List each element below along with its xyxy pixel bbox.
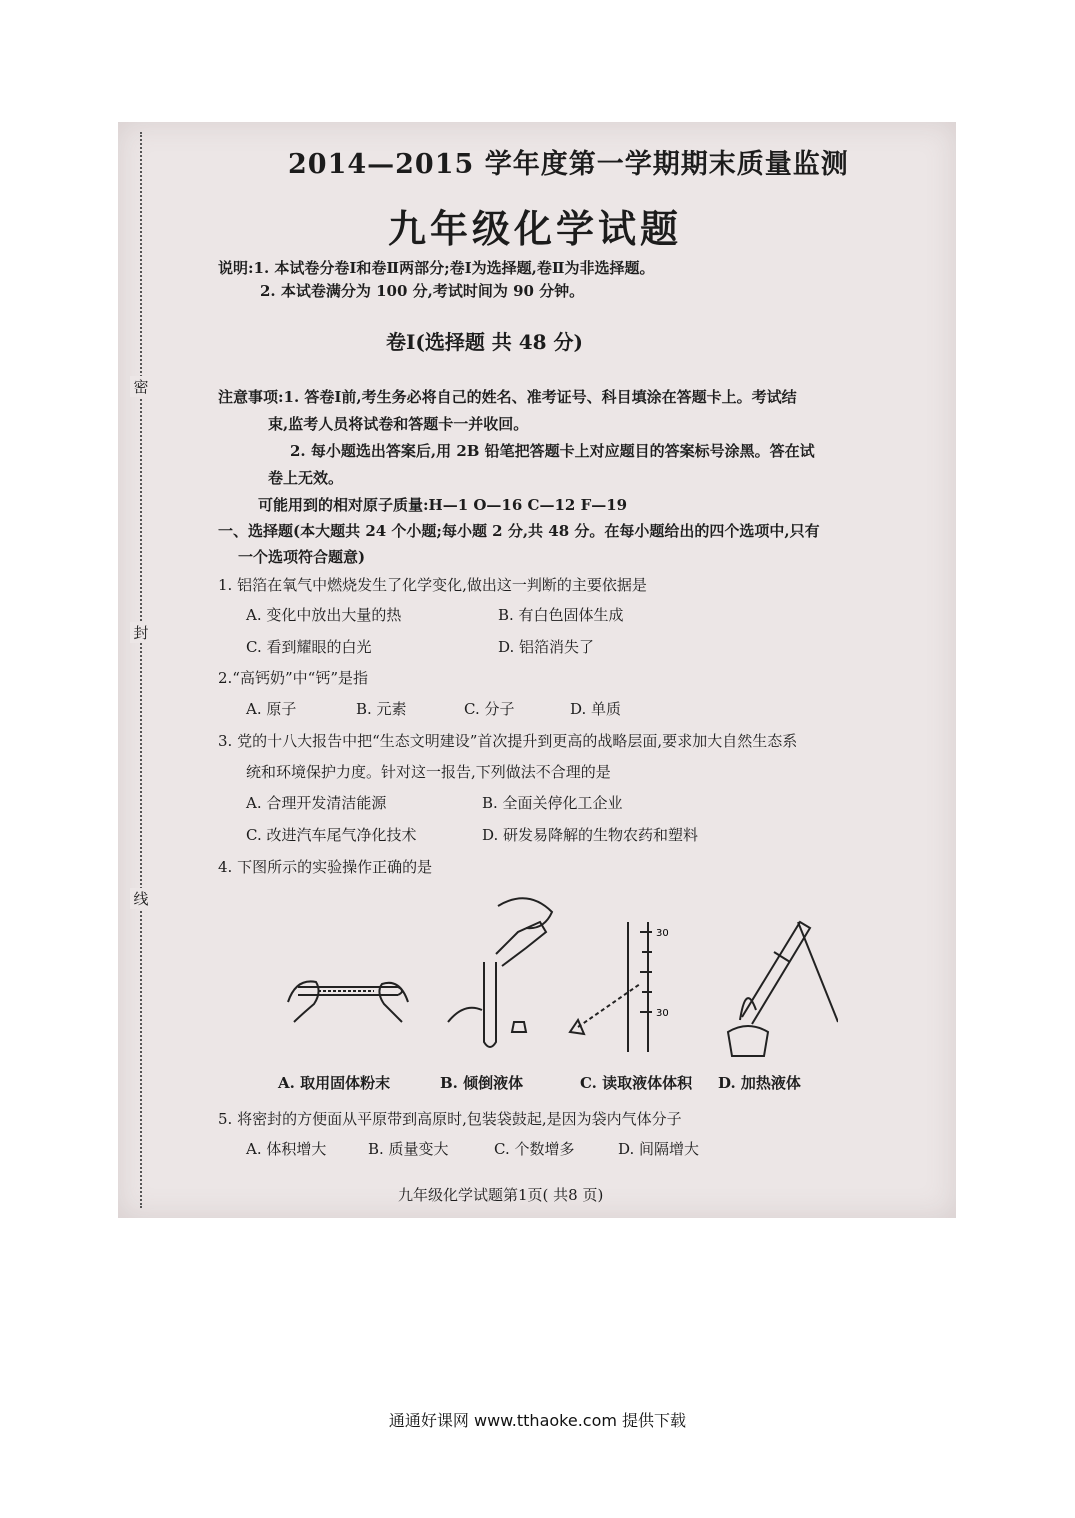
q3-option-a: A. 合理开发清洁能源: [246, 794, 387, 812]
q2-option-c: C. 分子: [464, 700, 515, 718]
notes-line-3: 2. 每小题选出答案后,用 2B 铅笔把答题卡上对应题目的答案标号涂黑。答在试: [290, 442, 815, 460]
q3-option-d: D. 研发易降解的生物农药和塑料: [482, 826, 699, 844]
instructions-line-1: 说明:1. 本试卷分卷Ⅰ和卷Ⅱ两部分;卷Ⅰ为选择题,卷Ⅱ为非选择题。: [218, 259, 655, 277]
q2-stem: 2.“高钙奶”中“钙”是指: [218, 669, 368, 687]
q4-option-b: B. 倾倒液体: [440, 1074, 524, 1092]
exam-subtitle: 九年级化学试题: [388, 206, 683, 251]
source-download-note: 通通好课网 www.tthaoke.com 提供下载: [388, 1411, 687, 1430]
q2-option-a: A. 原子: [246, 700, 297, 718]
notes-line-4: 卷上无效。: [268, 469, 344, 487]
q4-option-d: D. 加热液体: [718, 1074, 801, 1092]
figure-c-reading-cylinder: [570, 922, 669, 1052]
q1-option-b: B. 有白色固体生成: [498, 606, 624, 624]
seal-char-feng: 封: [130, 622, 152, 643]
q5-option-a: A. 体积增大: [246, 1140, 327, 1158]
section-title: 卷Ⅰ(选择题 共 48 分): [386, 330, 584, 354]
q5-option-d: D. 间隔增大: [618, 1140, 700, 1158]
q3-stem-line-1: 3. 党的十八大报告中把“生态文明建设”首次提升到更高的战略层面,要求加大自然生态系: [218, 732, 798, 750]
instructions-line-2: 2. 本试卷满分为 100 分,考试时间为 90 分钟。: [260, 282, 585, 300]
q5-option-b: B. 质量变大: [368, 1140, 449, 1158]
q5-option-c: C. 个数增多: [494, 1140, 575, 1158]
cylinder-scale-top: 30: [656, 928, 669, 939]
q1-stem: 1. 铝箔在氧气中燃烧发生了化学变化,做出这一判断的主要依据是: [218, 576, 647, 594]
notes-line-2: 束,监考人员将试卷和答题卡一并收回。: [268, 415, 529, 433]
atomic-masses: 可能用到的相对原子质量:H—1 O—16 C—12 F—19: [258, 496, 628, 514]
notes-line-1: 注意事项:1. 答卷Ⅰ前,考生务必将自己的姓名、准考证号、科目填涂在答题卡上。考试结: [218, 388, 797, 406]
exam-title: 2014—2015 学年度第一学期期末质量监测: [288, 149, 849, 180]
figure-d-heating-liquid: [728, 922, 838, 1056]
lab-operations-figure: [278, 892, 838, 1072]
q3-stem-line-2: 统和环境保护力度。针对这一报告,下列做法不合理的是: [246, 763, 611, 781]
figure-a-tube-and-spatula: [288, 981, 408, 1022]
q1-option-c: C. 看到耀眼的白光: [246, 638, 372, 656]
q3-option-c: C. 改进汽车尾气净化技术: [246, 826, 417, 844]
seal-char-xian: 线: [130, 888, 152, 909]
cylinder-scale-bottom: 30: [656, 1008, 669, 1019]
q4-option-c: C. 读取液体体积: [580, 1074, 693, 1092]
page-footer: 九年级化学试题第1页( 共8 页): [398, 1186, 604, 1204]
q2-option-d: D. 单质: [570, 700, 622, 718]
figure-b-pouring-liquid: [448, 898, 552, 1047]
part-one-line-2: 一个选项符合题意): [238, 548, 366, 566]
seal-char-mi: 密: [130, 376, 152, 397]
q1-option-a: A. 变化中放出大量的热: [246, 606, 402, 624]
seal-line: [140, 132, 142, 1208]
part-one-line-1: 一、选择题(本大题共 24 个小题;每小题 2 分,共 48 分。在每小题给出的四个选项中,只有: [218, 522, 820, 540]
q4-stem: 4. 下图所示的实验操作正确的是: [218, 858, 433, 876]
q5-stem: 5. 将密封的方便面从平原带到高原时,包装袋鼓起,是因为袋内气体分子: [218, 1110, 682, 1128]
q3-option-b: B. 全面关停化工企业: [482, 794, 623, 812]
scanned-exam-page: [118, 122, 956, 1218]
q1-option-d: D. 铝箔消失了: [498, 638, 595, 656]
q4-option-a: A. 取用固体粉末: [278, 1074, 391, 1092]
q2-option-b: B. 元素: [356, 700, 407, 718]
